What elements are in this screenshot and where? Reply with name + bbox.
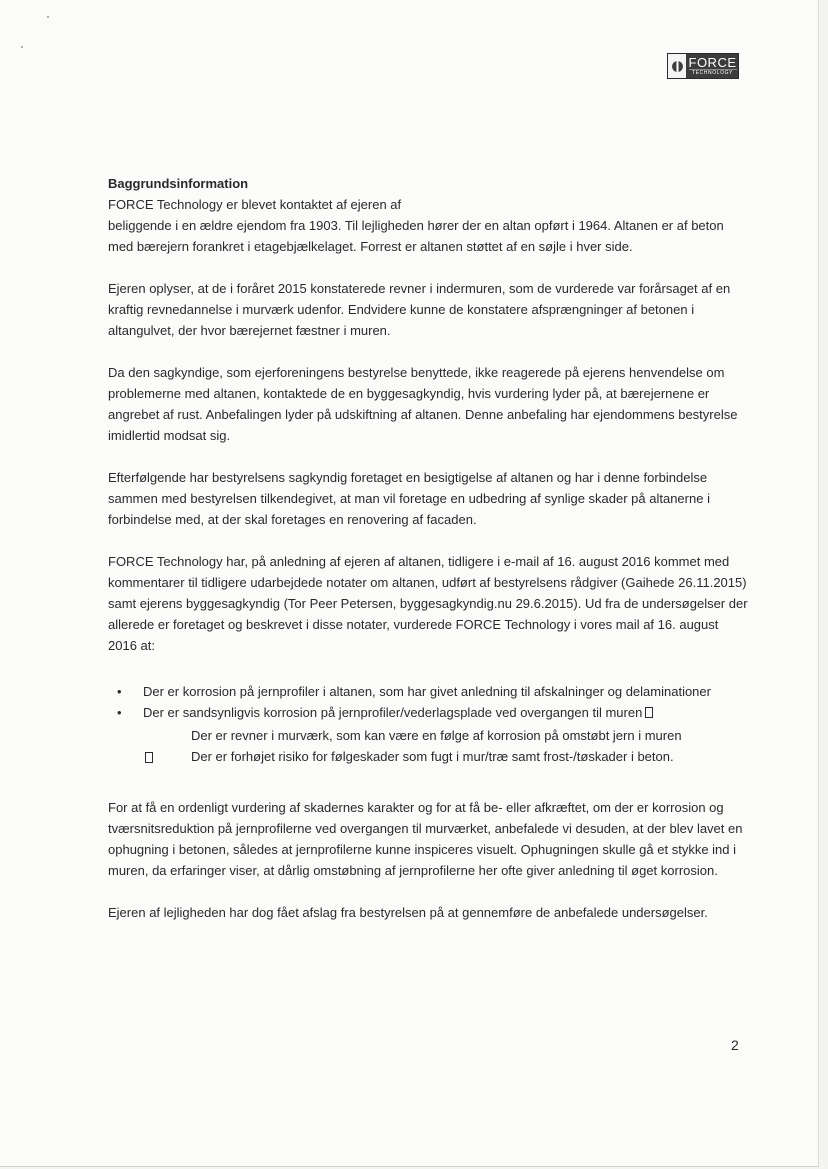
list-item-text: Der er korrosion på jernprofiler i altanen, som har givet anledning til afskalninger og delaminationer bbox=[143, 684, 711, 699]
list-item bbox=[108, 704, 748, 721]
scan-speck bbox=[47, 16, 49, 18]
paragraph-1 bbox=[108, 194, 748, 257]
page-number: 2 bbox=[731, 1037, 739, 1053]
bullet-icon: • bbox=[117, 705, 122, 720]
sub-finding-1 bbox=[108, 725, 748, 746]
section-heading: Baggrundsinformation bbox=[108, 176, 249, 191]
findings-list bbox=[108, 683, 748, 721]
checkbox-glyph-icon bbox=[145, 752, 153, 763]
paragraph-1-line1: FORCE Technology er blevet kontaktet af ejeren af bbox=[108, 197, 402, 212]
list-item-text: Der er sandsynligvis korrosion på jernprofiler/vederlagsplade ved overgangen til muren bbox=[143, 705, 643, 720]
sub-finding-text: Der er forhøjet risiko for følgeskader som fugt i mur/træ samt frost-/tøskader i beton. bbox=[191, 749, 674, 764]
sub-finding-2 bbox=[108, 746, 748, 767]
logo-sub: TECHNOLOGY bbox=[689, 69, 737, 76]
paragraph-1-rest: beliggende i en ældre ejendom fra 1903. Til lejligheden hører der en altan opført i 1964. Altanen er af beton med bærejern forankret i etagebjælkelaget. Forrest er altanen støttet af en søjle i hver side. bbox=[108, 218, 724, 254]
paragraph-4: Efterfølgende har bestyrelsens sagkyndig foretaget en besigtigelse af altanen og har i denne forbindelse sammen med bestyrelsen tilkendegivet, at man vil foretage en udbedring af synlige skader på altanerne i forbindelse med, at der skal foretages en renovering af facaden. bbox=[108, 470, 710, 527]
force-logo bbox=[667, 53, 739, 79]
sub-finding-text: Der er revner i murværk, som kan være en følge af korrosion på omstøbt jern i muren bbox=[191, 728, 682, 743]
document-body bbox=[108, 173, 748, 944]
paragraph-2: Ejeren oplyser, at de i foråret 2015 konstaterede revner i indermuren, som de vurderede var forårsaget af en kraftig revnedannelse i murværk udenfor. Endvidere kunne de konstatere afsprængninger af betonen i altangulvet, der hvor bærejernet fæstner i muren. bbox=[108, 281, 731, 338]
paragraph-3: Da den sagkyndige, som ejerforeningens bestyrelse benyttede, ikke reagerede på ejerens henvendelse om problemerne med altanen, kontaktede de en byggesagkyndig, hvis vurdering lyder på, at bærejernene er angrebet af rust. Anbefalingen lyder på udskiftning af altanen. Denne anbefaling har ejendommens bestyrelse imidlertid modsat sig. bbox=[108, 365, 738, 443]
force-logo-icon bbox=[668, 54, 687, 78]
paragraph-6: For at få en ordenligt vurdering af skadernes karakter og for at få be- eller afkræftet, om der er korrosion og tværsnitsreduktion på jernprofilerne ved overgangen til murværket, anbefalede vi desuden, at der blev lavet en ophugning i betonen, således at jernprofilerne kunne inspiceres visuelt. Ophugningen skulle gå et stykke ind i muren, da erfaringer viser, at dårlig omstøbning af jernprofilerne her ofte giver anledning til øget korrosion. bbox=[108, 800, 743, 878]
bullet-icon: • bbox=[117, 684, 122, 699]
scan-speck bbox=[21, 46, 23, 48]
checkbox-glyph-icon bbox=[645, 707, 653, 718]
logo-brand: FORCE bbox=[688, 55, 737, 70]
list-item bbox=[108, 683, 748, 700]
paragraph-5: FORCE Technology har, på anledning af ejeren af altanen, tidligere i e-mail af 16. august 2016 kommet med kommentarer til tidligere udarbejdede notater om altanen, udført af bestyrelsens rådgiver (Gaihede 26.11.2015) samt ejerens byggesagkyndig (Tor Peer Petersen, byggesagkyndig.nu 29.6.2015). Ud fra de undersøgelser der allerede er foretaget og beskrevet i disse notater, vurderede FORCE Technology i vores mail af 16. august 2016 at: bbox=[108, 554, 748, 653]
paragraph-7: Ejeren af lejligheden har dog fået afslag fra bestyrelsen på at gennemføre de anbefalede undersøgelser. bbox=[108, 905, 708, 920]
